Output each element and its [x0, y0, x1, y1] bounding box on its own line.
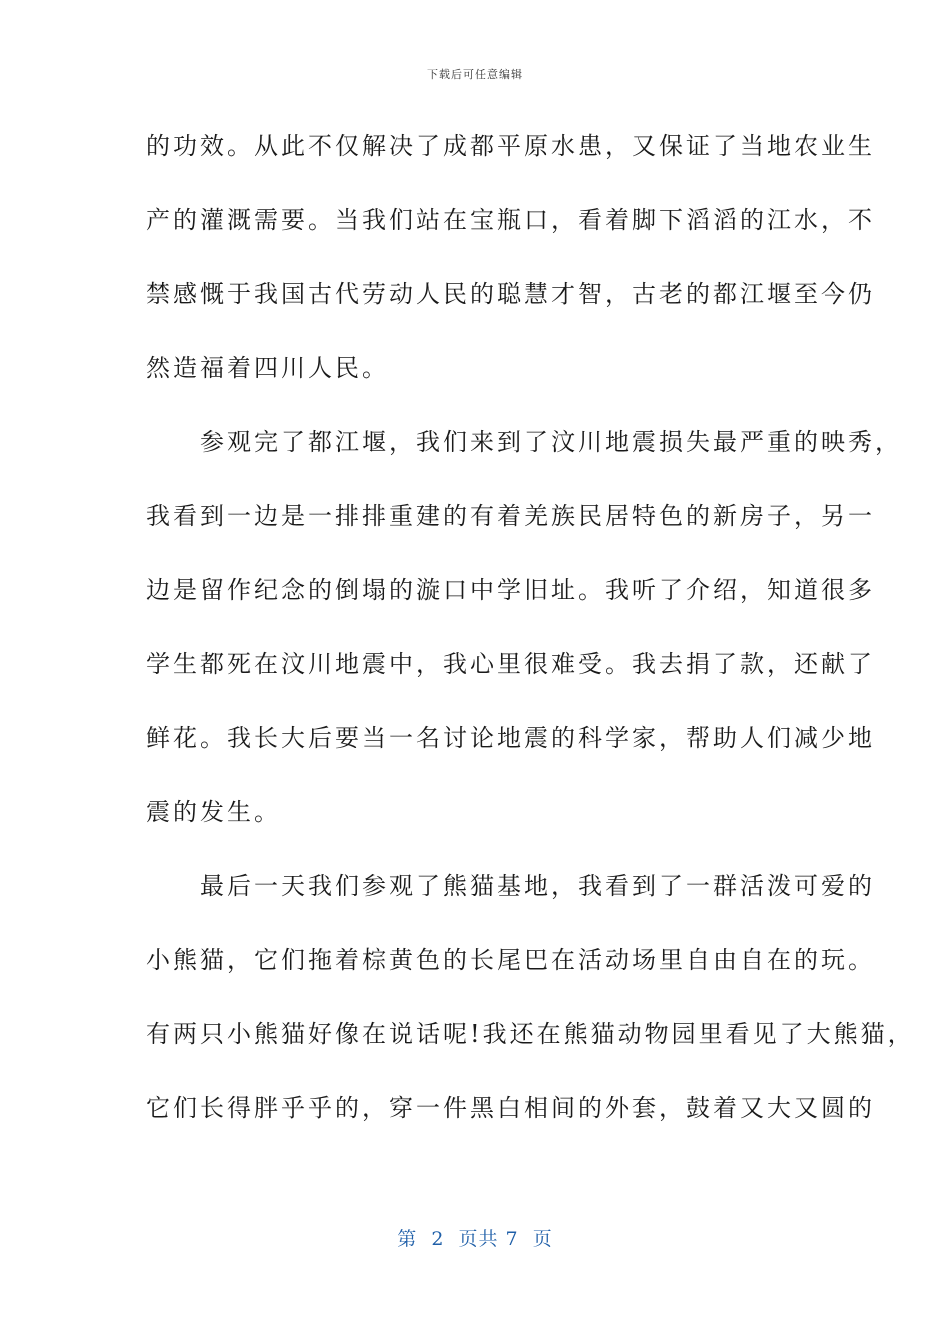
- text-line: 它们长得胖乎乎的，穿一件黑白相间的外套，鼓着又大又圆的: [146, 1094, 875, 1122]
- document-body: [146, 118, 915, 1154]
- text-line: 的功效。从此不仅解决了成都平原水患，又保证了当地农业生: [146, 132, 875, 160]
- text-line: 我看到一边是一排排重建的有着羌族民居特色的新房子，另一: [146, 502, 875, 530]
- text-line: 小熊猫，它们拖着棕黄色的长尾巴在活动场里自由自在的玩。: [146, 946, 875, 974]
- text-line: 震的发生。: [146, 798, 281, 826]
- text-line: 产的灌溉需要。当我们站在宝瓶口，看着脚下滔滔的江水，不: [146, 206, 875, 234]
- page-header: 下载后可任意编辑: [427, 68, 523, 81]
- text-line: 鲜花。我长大后要当一名讨论地震的科学家，帮助人们减少地: [146, 724, 875, 752]
- text-line: 禁感慨于我国古代劳动人民的聪慧才智，古老的都江堰至今仍: [146, 280, 875, 308]
- text-line: 学生都死在汶川地震中，我心里很难受。我去捐了款，还献了: [146, 650, 875, 678]
- text-line: 参观完了都江堰，我们来到了汶川地震损失最严重的映秀，: [146, 428, 902, 456]
- text-line: 边是留作纪念的倒塌的漩口中学旧址。我听了介绍，知道很多: [146, 576, 875, 604]
- page-number-footer: 第 2 页共 7 页: [397, 1228, 553, 1250]
- text-line: 然造福着四川人民。: [146, 354, 389, 382]
- text-line: 最后一天我们参观了熊猫基地，我看到了一群活泼可爱的: [146, 872, 875, 900]
- text-line: 有两只小熊猫好像在说话呢!我还在熊猫动物园里看见了大熊猫，: [146, 1020, 915, 1048]
